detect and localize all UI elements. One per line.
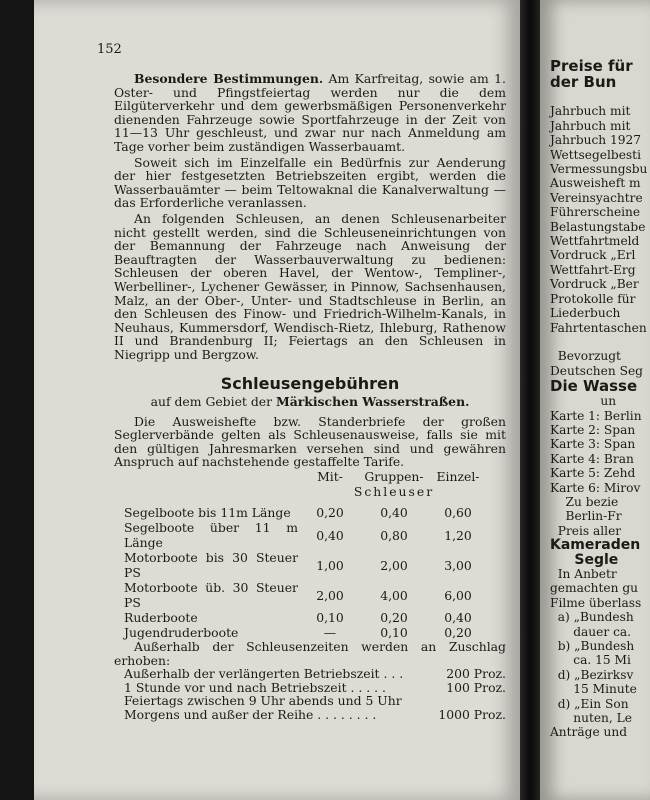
table-row: Segelboote bis 11m Länge 0,20 0,40 0,60 bbox=[124, 505, 472, 521]
table-header: Einzel- bbox=[436, 469, 480, 485]
main-text bbox=[114, 72, 506, 722]
right-page-line: d) „Bezirksv bbox=[550, 667, 634, 682]
right-page-line: der Bun bbox=[550, 73, 617, 91]
right-page-line: Liederbuch bbox=[550, 306, 621, 321]
section-subtitle: auf dem Gebiet der Märkischen Wasserstraßen. bbox=[150, 394, 470, 410]
right-page-line: Segle bbox=[550, 551, 619, 568]
right-page-line: Karte 6: Mirov bbox=[550, 480, 641, 495]
right-page-line: Wettfahrt-Erg bbox=[550, 262, 636, 277]
right-page-line: Karte 4: Bran bbox=[550, 451, 634, 466]
right-page-line: Preis aller bbox=[550, 523, 622, 538]
right-page-line: Ausweisheft m bbox=[550, 176, 641, 191]
right-page-line: Vordruck „Erl bbox=[550, 248, 636, 263]
table-row: Jugendruderboote — 0,10 0,20 bbox=[124, 625, 472, 641]
right-page-line: Fahrtentaschen bbox=[550, 320, 647, 335]
section-title: Schleusengebühren bbox=[220, 374, 400, 394]
right-page-line: dauer ca. bbox=[550, 624, 632, 639]
right-page-line: In Anbetr bbox=[550, 567, 617, 581]
surcharge-row: Feiertags zwischen 9 Uhr abends und 5 Uhr bbox=[124, 693, 402, 709]
table-subheader: Schleuser bbox=[353, 484, 435, 500]
table-row: Motorboote üb. 30 Steuer PS 2,00 4,00 6,00 bbox=[124, 580, 472, 611]
right-page bbox=[540, 0, 650, 800]
intro-lead: Besondere Bestimmungen. bbox=[134, 71, 324, 86]
right-page-line: Deutschen Seg bbox=[550, 363, 643, 378]
right-page-line bbox=[550, 335, 650, 349]
table-row: Ruderboote 0,10 0,20 0,40 bbox=[124, 610, 472, 626]
right-page-line: gemachten gu bbox=[550, 581, 638, 596]
right-page-line: Filme überlass bbox=[550, 595, 642, 610]
right-page-line: Die Wasse bbox=[550, 377, 638, 396]
right-page-line: Karte 3: Span bbox=[550, 437, 636, 452]
right-page-line: Karte 1: Berlin bbox=[550, 408, 642, 423]
table-header: Mit- bbox=[317, 469, 343, 485]
right-page-line: Bevorzugt bbox=[550, 349, 621, 364]
right-page-line: Vermessungsbu bbox=[550, 162, 648, 177]
right-page-line: Jahrbuch mit bbox=[550, 118, 631, 133]
right-page-line: Preise für bbox=[550, 57, 633, 75]
table-header: Gruppen- bbox=[364, 469, 424, 485]
surcharge-intro: Außerhalb der Schleusenzeiten werden an Zuschlag erhoben: bbox=[114, 639, 506, 668]
tariff-table bbox=[124, 469, 490, 640]
table-subheader-row bbox=[124, 484, 490, 499]
intro-paragraph-2: Soweit sich im Einzelfalle ein Bedürfnis zur Aenderung der hier festgesetzten Betriebszeiten ergibt, werden die Wasserbauämter — beim Teltowaknal die Kanalverwaltung — das Erforderliche veranlassen. bbox=[114, 154, 506, 211]
surcharge-row: 1 Stunde vor und nach Betriebszeit . . . . . 100 Proz. bbox=[124, 679, 506, 695]
right-page-line: d) „Ein Son bbox=[550, 696, 629, 711]
right-page-line: Vordruck „Ber bbox=[550, 277, 639, 292]
right-page-line: Führerscheine bbox=[550, 205, 641, 220]
right-page-line: Karte 2: Span bbox=[550, 422, 636, 437]
table-row: Motorboote bis 30 Steuer PS 1,00 2,00 3,00 bbox=[124, 550, 472, 581]
right-page-text bbox=[550, 58, 650, 740]
right-page-line: Wettsegelbesti bbox=[550, 147, 641, 162]
right-page-line: Protokolle für bbox=[550, 291, 636, 306]
right-page-line: b) „Bundesh bbox=[550, 639, 635, 654]
page-number: 152 bbox=[97, 42, 122, 57]
right-page-line: Kameraden bbox=[550, 537, 641, 554]
table-header-row bbox=[124, 469, 490, 484]
right-page-line: Wettfahrtmeld bbox=[550, 234, 640, 249]
right-page-line: Anträge und bbox=[550, 725, 628, 740]
right-page-line: Vereinsyachtre bbox=[550, 190, 643, 205]
right-page-line: Belastungstabe bbox=[550, 219, 646, 234]
surcharge-row: Morgens und außer der Reihe . . . . . . . . 1000 Proz. bbox=[124, 707, 506, 722]
right-page-line: ca. 15 Mi bbox=[550, 653, 631, 668]
right-page-line: a) „Bundesh bbox=[550, 610, 634, 625]
intro-paragraph-3: An folgenden Schleusen, an denen Schleusenarbeiter nicht gestellt werden, sind die Schleuseneinrichtungen von der Bemannung der Fahrzeuge nach Anweisung der Beauftragten der Wasserbauverwaltung zu bedienen: Schleusen der oberen Havel, der Wentow-, Templiner-, Werbelliner-, Lychener Gewässer, in Pinnow, Sachsenhausen, Malz, an der Ober-, Unter- und Stadtschleuse in Berlin, an den Schleusen des Finow- und Friedrich-Wilhelm-Kanals, in Neuhaus, Kummersdorf, Wendisch-Rietz, Ihleburg, Rathenow II und Brandenburg II; Feiertags an den Schleusen in Niegripp und Bergzow. bbox=[114, 210, 506, 362]
right-page-line: Zu bezie bbox=[550, 494, 619, 509]
right-page-line: Berlin-Fr bbox=[550, 509, 622, 524]
right-page-line bbox=[550, 90, 650, 104]
right-page-line: 15 Minute bbox=[550, 682, 637, 697]
right-page-line: un bbox=[550, 394, 617, 409]
right-page-line: Karte 5: Zehd bbox=[550, 466, 636, 481]
right-page-line: nuten, Le bbox=[550, 711, 632, 726]
surcharge-row: Außerhalb der verlängerten Betriebszeit . . . 200 Proz. bbox=[124, 666, 506, 682]
right-page-line: Jahrbuch 1927 bbox=[550, 133, 642, 148]
table-row: Segelboote über 11 m Länge 0,40 0,80 1,20 bbox=[124, 520, 472, 551]
left-page bbox=[34, 0, 522, 800]
right-page-line: Jahrbuch mit bbox=[550, 104, 631, 119]
section-paragraph: Die Ausweishefte bzw. Standerbriefe der großen Seglerverbände gelten als Schleusenausweise, falls sie mit den gültigen Jahresmarken versehen sind und gewähren Anspruch auf nachstehende gestaffelte Tarife. bbox=[114, 413, 506, 470]
intro-paragraph-1: Besondere Bestimmungen. Am Karfreitag, sowie am 1. Oster- und Pfingstfeiertag werden nur die dem Eilgüterverkehr und dem gewerbsmäßigen Personenverkehr dienenden Fahrzeuge sowie Sportfahrzeuge in der Zeit von 11—13 Uhr geschleust, und zwar nur nach Anmeldung am Tage vorher beim zuständigen Wasserbauamt. bbox=[114, 71, 506, 154]
